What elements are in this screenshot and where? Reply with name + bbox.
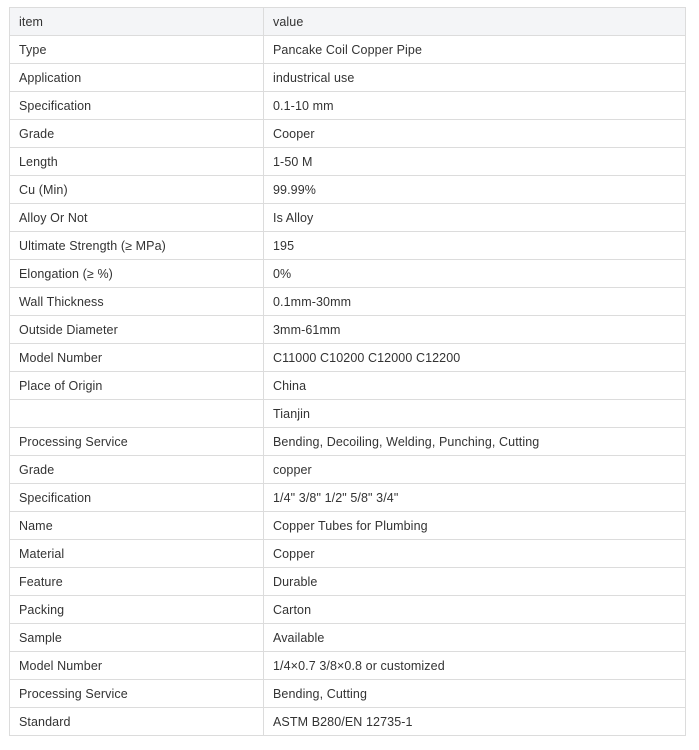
cell-item: Material [10, 540, 264, 568]
cell-item: Type [10, 36, 264, 64]
table-row [10, 400, 686, 428]
cell-item: Ultimate Strength (≥ MPa) [10, 232, 264, 260]
cell-value: 0% [264, 260, 686, 288]
cell-item: Application [10, 64, 264, 92]
table-row [10, 148, 686, 176]
table-row [10, 316, 686, 344]
table-row [10, 120, 686, 148]
table-row [10, 260, 686, 288]
cell-value: 1/4" 3/8" 1/2" 5/8" 3/4" [264, 484, 686, 512]
table-row [10, 372, 686, 400]
cell-value: 0.1mm-30mm [264, 288, 686, 316]
cell-item: Place of Origin [10, 372, 264, 400]
table-row [10, 64, 686, 92]
cell-item [10, 400, 264, 428]
cell-value: 99.99% [264, 176, 686, 204]
table-row [10, 428, 686, 456]
table-row [10, 596, 686, 624]
cell-item: Processing Service [10, 428, 264, 456]
spec-table [9, 7, 686, 736]
cell-value: Copper Tubes for Plumbing [264, 512, 686, 540]
cell-item: Specification [10, 92, 264, 120]
table-row [10, 484, 686, 512]
cell-value: 3mm-61mm [264, 316, 686, 344]
cell-value: 1-50 M [264, 148, 686, 176]
cell-item: Alloy Or Not [10, 204, 264, 232]
table-header-row [10, 8, 686, 36]
header-item: item [10, 8, 264, 36]
table-row [10, 176, 686, 204]
cell-item: Feature [10, 568, 264, 596]
table-row [10, 288, 686, 316]
cell-item: Wall Thickness [10, 288, 264, 316]
table-row [10, 624, 686, 652]
cell-value: 0.1-10 mm [264, 92, 686, 120]
cell-value: Durable [264, 568, 686, 596]
table-row [10, 568, 686, 596]
table-row [10, 540, 686, 568]
cell-item: Length [10, 148, 264, 176]
cell-item: Grade [10, 120, 264, 148]
cell-item: Packing [10, 596, 264, 624]
cell-value: Available [264, 624, 686, 652]
cell-value: industrical use [264, 64, 686, 92]
table-row [10, 708, 686, 736]
cell-value: Tianjin [264, 400, 686, 428]
cell-item: Specification [10, 484, 264, 512]
table-row [10, 652, 686, 680]
cell-value: C11000 C10200 C12000 C12200 [264, 344, 686, 372]
cell-value: Bending, Decoiling, Welding, Punching, Cutting [264, 428, 686, 456]
header-value: value [264, 8, 686, 36]
cell-value: Carton [264, 596, 686, 624]
table-row [10, 36, 686, 64]
cell-value: 1/4×0.7 3/8×0.8 or customized [264, 652, 686, 680]
table-body [10, 36, 686, 736]
cell-item: Model Number [10, 344, 264, 372]
cell-value: China [264, 372, 686, 400]
cell-item: Elongation (≥ %) [10, 260, 264, 288]
table-row [10, 512, 686, 540]
table-row [10, 204, 686, 232]
cell-item: Model Number [10, 652, 264, 680]
cell-value: Is Alloy [264, 204, 686, 232]
cell-item: Processing Service [10, 680, 264, 708]
cell-value: Pancake Coil Copper Pipe [264, 36, 686, 64]
cell-value: ASTM B280/EN 12735-1 [264, 708, 686, 736]
cell-item: Name [10, 512, 264, 540]
cell-value: copper [264, 456, 686, 484]
table-row [10, 92, 686, 120]
cell-item: Standard [10, 708, 264, 736]
spec-table-container [9, 7, 685, 736]
table-row [10, 456, 686, 484]
cell-value: Cooper [264, 120, 686, 148]
cell-item: Grade [10, 456, 264, 484]
table-row [10, 232, 686, 260]
cell-value: 195 [264, 232, 686, 260]
cell-item: Outside Diameter [10, 316, 264, 344]
cell-item: Sample [10, 624, 264, 652]
cell-item: Cu (Min) [10, 176, 264, 204]
table-row [10, 680, 686, 708]
table-row [10, 344, 686, 372]
cell-value: Bending, Cutting [264, 680, 686, 708]
cell-value: Copper [264, 540, 686, 568]
